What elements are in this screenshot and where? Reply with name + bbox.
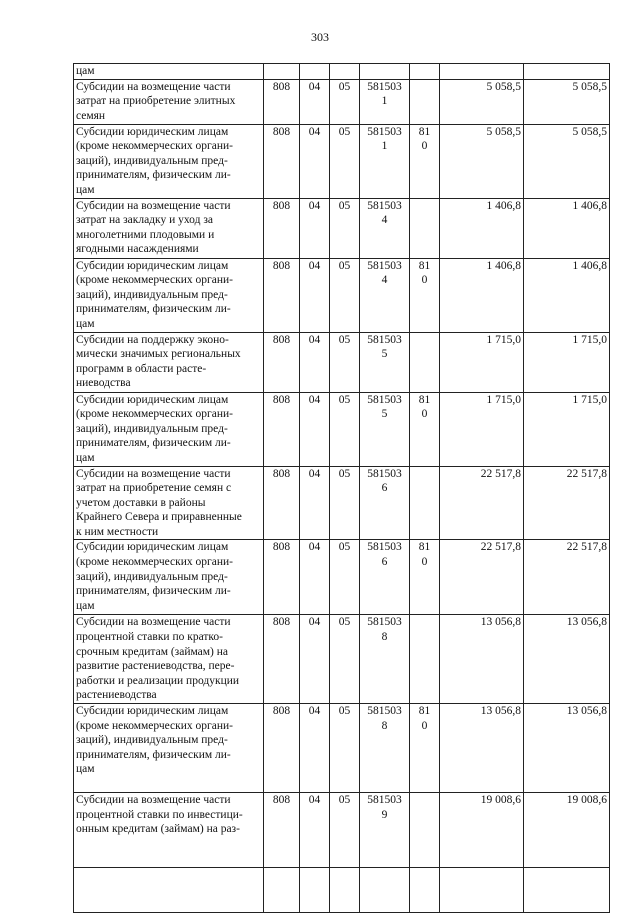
ministry-code: 808	[264, 793, 300, 868]
amount-1	[440, 64, 524, 80]
target-article-code	[360, 64, 410, 80]
target-article-code: 581503 5	[360, 392, 410, 466]
subsection-code	[330, 868, 360, 913]
amount-2: 22 517,8	[524, 466, 610, 540]
budget-table	[73, 63, 610, 913]
amount-2: 1 715,0	[524, 392, 610, 466]
expense-type-code: 81 0	[410, 704, 440, 793]
row-name: Субсидии юридическим лицам (кроме некоммерческих органи- заций), индивидуальным пред- принимателям, физическим ли- цам	[74, 124, 264, 198]
table-row	[74, 124, 610, 198]
table-row	[74, 198, 610, 258]
row-name: Субсидии юридическим лицам (кроме некоммерческих органи- заций), индивидуальным пред- принимателям, физическим ли- цам	[74, 540, 264, 615]
ministry-code: 808	[264, 258, 300, 332]
expense-type-code	[410, 615, 440, 704]
page-number: 303	[311, 30, 329, 44]
table-row	[74, 332, 610, 392]
target-article-code: 581503 4	[360, 198, 410, 258]
row-name	[74, 868, 264, 913]
amount-2: 13 056,8	[524, 704, 610, 793]
target-article-code: 581503 6	[360, 466, 410, 540]
section-code: 04	[300, 392, 330, 466]
expense-type-code	[410, 79, 440, 124]
ministry-code: 808	[264, 124, 300, 198]
expense-type-code: 81 0	[410, 540, 440, 615]
subsection-code: 05	[330, 332, 360, 392]
subsection-code: 05	[330, 79, 360, 124]
row-name: Субсидии юридическим лицам (кроме некоммерческих органи- заций), индивидуальным пред- принимателям, физическим ли- цам	[74, 258, 264, 332]
ministry-code: 808	[264, 466, 300, 540]
target-article-code: 581503 9	[360, 793, 410, 868]
table-row	[74, 793, 610, 868]
amount-1: 1 715,0	[440, 392, 524, 466]
row-name: Субсидии юридическим лицам (кроме некоммерческих органи- заций), индивидуальным пред- принимателям, физическим ли- цам	[74, 392, 264, 466]
amount-2: 1 406,8	[524, 198, 610, 258]
table-row	[74, 258, 610, 332]
subsection-code: 05	[330, 540, 360, 615]
expense-type-code	[410, 332, 440, 392]
amount-1	[440, 868, 524, 913]
section-code: 04	[300, 615, 330, 704]
subsection-code: 05	[330, 198, 360, 258]
row-name: Субсидии на поддержку эконо- мически значимых региональных программ в области расте- ниеводства	[74, 332, 264, 392]
ministry-code: 808	[264, 79, 300, 124]
row-name: Субсидии на возмещение части затрат на приобретение семян с учетом доставки в районы Крайнего Севера и приравненные к ним местности	[74, 466, 264, 540]
amount-2: 19 008,6	[524, 793, 610, 868]
target-article-code: 581503 5	[360, 332, 410, 392]
table-row	[74, 540, 610, 615]
amount-1: 1 406,8	[440, 198, 524, 258]
amount-1: 1 406,8	[440, 258, 524, 332]
expense-type-code	[410, 466, 440, 540]
table-row	[74, 868, 610, 913]
section-code: 04	[300, 198, 330, 258]
amount-1: 19 008,6	[440, 793, 524, 868]
table-row	[74, 79, 610, 124]
amount-2: 1 715,0	[524, 332, 610, 392]
amount-2: 22 517,8	[524, 540, 610, 615]
table-row	[74, 615, 610, 704]
expense-type-code: 81 0	[410, 392, 440, 466]
row-name: Субсидии на возмещение части затрат на приобретение элитных семян	[74, 79, 264, 124]
expense-type-code	[410, 793, 440, 868]
row-name: Субсидии на возмещение части процентной ставки по инвестици- онным кредитам (займам) на раз-	[74, 793, 264, 868]
expense-type-code	[410, 868, 440, 913]
ministry-code: 808	[264, 540, 300, 615]
subsection-code: 05	[330, 704, 360, 793]
amount-1: 5 058,5	[440, 124, 524, 198]
row-name: цам	[74, 64, 264, 80]
subsection-code: 05	[330, 392, 360, 466]
subsection-code	[330, 64, 360, 80]
target-article-code: 581503 8	[360, 704, 410, 793]
ministry-code: 808	[264, 332, 300, 392]
amount-1: 13 056,8	[440, 615, 524, 704]
amount-2: 13 056,8	[524, 615, 610, 704]
ministry-code	[264, 868, 300, 913]
section-code: 04	[300, 79, 330, 124]
ministry-code: 808	[264, 392, 300, 466]
target-article-code	[360, 868, 410, 913]
section-code	[300, 64, 330, 80]
ministry-code: 808	[264, 615, 300, 704]
section-code: 04	[300, 704, 330, 793]
subsection-code: 05	[330, 466, 360, 540]
expense-type-code: 81 0	[410, 124, 440, 198]
table-row	[74, 64, 610, 80]
amount-1: 13 056,8	[440, 704, 524, 793]
row-name: Субсидии на возмещение части затрат на закладку и уход за многолетними плодовыми и ягодными насаждениями	[74, 198, 264, 258]
section-code: 04	[300, 793, 330, 868]
row-name: Субсидии на возмещение части процентной ставки по кратко- срочным кредитам (займам) на развитие растениеводства, пере- работки и реализации продукции растениеводства	[74, 615, 264, 704]
expense-type-code	[410, 198, 440, 258]
table-row	[74, 704, 610, 793]
table-row	[74, 392, 610, 466]
subsection-code: 05	[330, 793, 360, 868]
subsection-code: 05	[330, 124, 360, 198]
expense-type-code	[410, 64, 440, 80]
section-code: 04	[300, 124, 330, 198]
amount-1: 5 058,5	[440, 79, 524, 124]
target-article-code: 581503 4	[360, 258, 410, 332]
table-row	[74, 466, 610, 540]
amount-2: 5 058,5	[524, 124, 610, 198]
target-article-code: 581503 1	[360, 79, 410, 124]
section-code	[300, 868, 330, 913]
subsection-code: 05	[330, 615, 360, 704]
target-article-code: 581503 1	[360, 124, 410, 198]
target-article-code: 581503 8	[360, 615, 410, 704]
expense-type-code: 81 0	[410, 258, 440, 332]
ministry-code	[264, 64, 300, 80]
row-name: Субсидии юридическим лицам (кроме некоммерческих органи- заций), индивидуальным пред- принимателям, физическим ли- цам	[74, 704, 264, 793]
section-code: 04	[300, 258, 330, 332]
amount-1: 1 715,0	[440, 332, 524, 392]
subsection-code: 05	[330, 258, 360, 332]
target-article-code: 581503 6	[360, 540, 410, 615]
amount-2: 1 406,8	[524, 258, 610, 332]
ministry-code: 808	[264, 704, 300, 793]
ministry-code: 808	[264, 198, 300, 258]
amount-2: 5 058,5	[524, 79, 610, 124]
amount-2	[524, 868, 610, 913]
amount-1: 22 517,8	[440, 540, 524, 615]
amount-1: 22 517,8	[440, 466, 524, 540]
section-code: 04	[300, 332, 330, 392]
section-code: 04	[300, 466, 330, 540]
amount-2	[524, 64, 610, 80]
section-code: 04	[300, 540, 330, 615]
